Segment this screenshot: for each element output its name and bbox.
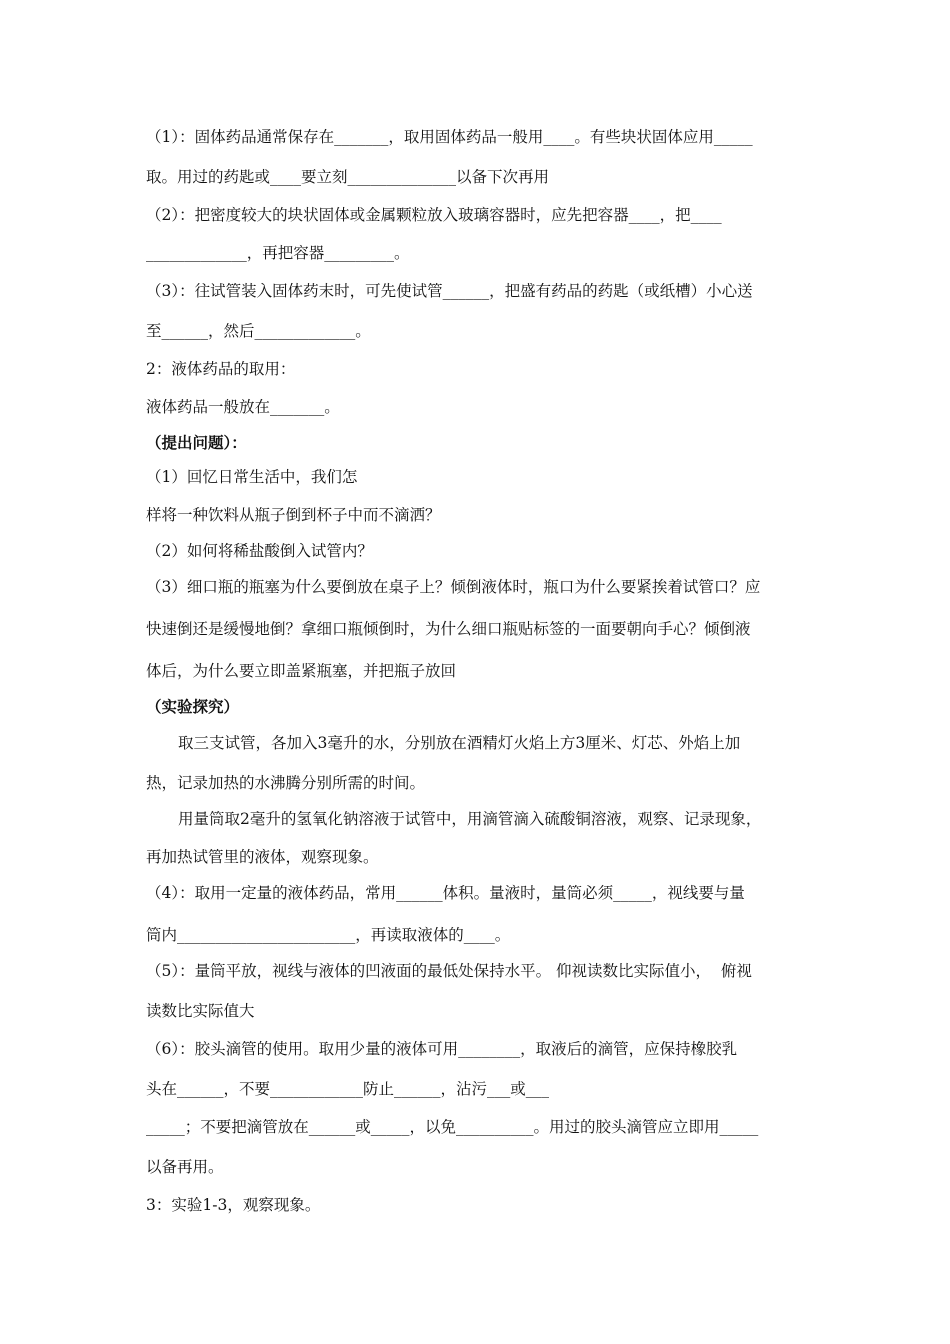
text-line: 至______，然后_____________。 xyxy=(146,322,371,340)
text-line: 用量筒取2毫升的氢氧化钠溶液于试管中，用滴管滴入硫酸铜溶液，观察、记录现象， xyxy=(178,810,762,828)
text-line: 头在______，不要____________防止______，沾污___或___ xyxy=(146,1080,550,1098)
section-heading: 3：实验1-3，观察现象。 xyxy=(146,1196,321,1214)
section-heading: 2：液体药品的取用： xyxy=(146,360,296,378)
text-line: 取。用过的药匙或____要立刻______________以备下次再用 xyxy=(146,168,550,186)
text-line: 样将一种饮料从瓶子倒到杯子中而不滴洒？ xyxy=(146,506,441,524)
text-line: 读数比实际值大 xyxy=(146,1002,255,1020)
text-line: （3）细口瓶的瓶塞为什么要倒放在桌子上？倾倒液体时，瓶口为什么要紧挨着试管口？应 xyxy=(146,578,761,596)
text-line: （3）：往试管装入固体药末时，可先使试管______，把盛有药品的药匙（或纸槽）小心送 xyxy=(146,282,753,300)
text-line: （2）如何将稀盐酸倒入试管内？ xyxy=(146,542,373,560)
text-line: （5）：量筒平放，视线与液体的凹液面的最低处保持水平。 仰视读数比实际值小， 俯视 xyxy=(146,962,752,980)
text-line: （6）：胶头滴管的使用。取用少量的液体可用________，取液后的滴管，应保持橡胶乳 xyxy=(146,1040,738,1058)
text-line: 液体药品一般放在_______。 xyxy=(146,398,340,416)
text-line: （2）：把密度较大的块状固体或金属颗粒放入玻璃容器时，应先把容器____，把____ xyxy=(146,206,722,224)
text-line: 热，记录加热的水沸腾分别所需的时间。 xyxy=(146,774,426,792)
text-line: 以备再用。 xyxy=(146,1158,224,1176)
text-line: 体后，为什么要立即盖紧瓶塞，并把瓶子放回 xyxy=(146,662,457,680)
text-line: （1）：固体药品通常保存在_______，取用固体药品一般用____。有些块状固体应用_____ xyxy=(146,128,753,146)
text-line: 再加热试管里的液体，观察现象。 xyxy=(146,848,379,866)
text-line: （1）回忆日常生活中，我们怎 xyxy=(146,468,358,486)
text-line: 取三支试管，各加入3毫升的水，分别放在酒精灯火焰上方3厘米、灯芯、外焰上加 xyxy=(178,734,741,752)
text-line: 筒内_______________________，再读取液体的____。 xyxy=(146,926,511,944)
text-line: _____________，再把容器_________。 xyxy=(146,244,410,262)
text-line: 快速倒还是缓慢地倒？拿细口瓶倾倒时，为什么细口瓶贴标签的一面要朝向手心？倾倒液 xyxy=(146,620,751,638)
section-heading: （提出问题）： xyxy=(146,433,247,452)
section-heading: （实验探究） xyxy=(146,697,240,716)
text-line: _____；不要把滴管放在______或_____，以免__________。用过的胶头滴管应立即用_____ xyxy=(146,1118,759,1136)
text-line: （4）：取用一定量的液体药品，常用______体积。量液时，量筒必须_____，视线要与量 xyxy=(146,884,745,902)
